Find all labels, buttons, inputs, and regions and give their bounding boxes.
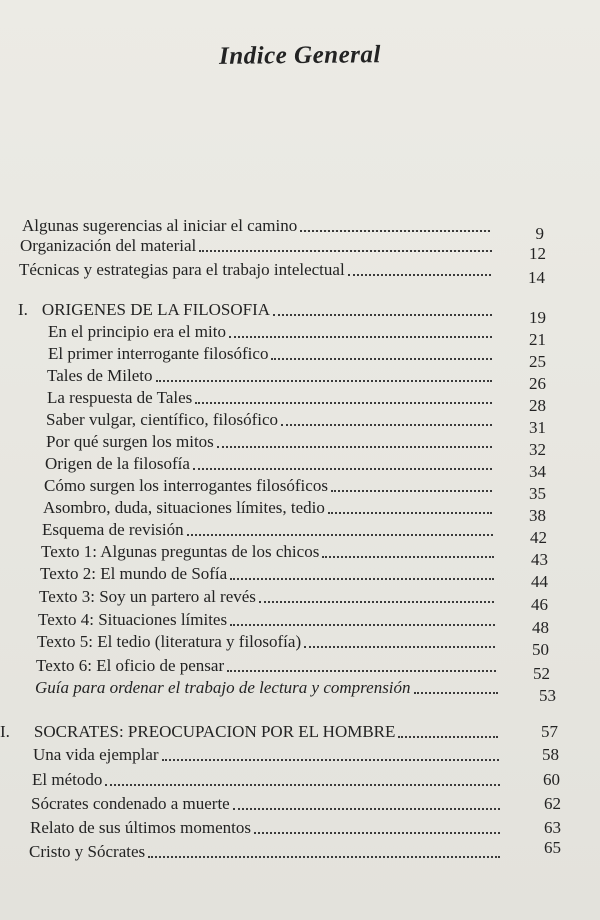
dot-leader (304, 646, 495, 648)
toc-entry-text: Texto 1: Algunas preguntas de los chicos (41, 542, 320, 561)
toc-entry (47, 388, 546, 415)
toc-page-number: 31 (529, 418, 546, 437)
dot-leader (322, 556, 494, 558)
toc-page-number: 60 (543, 770, 560, 789)
toc-entry (36, 656, 550, 683)
toc-entry-text: Guía para ordenar el trabajo de lectura y comprensión (35, 678, 411, 697)
dot-leader (227, 670, 496, 672)
toc-page-number: 25 (529, 352, 546, 371)
dot-leader (105, 784, 500, 786)
toc-entry (43, 498, 546, 525)
toc-page-number: 57 (541, 722, 558, 741)
toc-entry-text: Una vida ejemplar (33, 745, 159, 764)
toc-entry (45, 454, 546, 481)
dot-leader (273, 314, 492, 316)
toc-page-number: 28 (529, 396, 546, 415)
toc-entry (40, 564, 548, 591)
toc-entry (46, 432, 546, 459)
toc-entry-text: Texto 4: Situaciones límites (38, 610, 228, 629)
chapter-number: I. (18, 300, 28, 319)
dot-leader (300, 230, 490, 232)
toc-entry-text: Cómo surgen los interrogantes filosóficos (44, 476, 328, 495)
toc-page-number: 52 (533, 664, 550, 683)
dot-leader (199, 250, 492, 252)
toc-entry (31, 794, 561, 814)
dot-leader (331, 490, 492, 492)
dot-leader (217, 446, 492, 448)
toc-page-number: 62 (544, 794, 561, 813)
toc-page-number: 19 (529, 308, 546, 327)
dot-leader (156, 380, 492, 382)
toc-entry (35, 678, 556, 705)
toc-entry-text: Sócrates condenado a muerte (31, 794, 230, 813)
chapter-number: I. (0, 722, 10, 741)
toc-page-number: 35 (529, 484, 546, 503)
dot-leader (328, 512, 492, 514)
toc-page-number: 42 (530, 528, 547, 547)
toc-page-number: 48 (532, 618, 549, 637)
toc-entry (48, 322, 546, 349)
toc-entry (47, 366, 546, 393)
toc-entry-text: El método (32, 770, 103, 789)
toc-entry (20, 236, 546, 263)
dot-leader (254, 832, 500, 834)
toc-entry (38, 610, 549, 637)
toc-entry-text: Texto 3: Soy un partero al revés (39, 587, 256, 606)
toc-page-number: 32 (529, 440, 546, 459)
dot-leader (414, 692, 498, 694)
toc-page-number: 26 (529, 374, 546, 393)
toc-entry-text: Por qué surgen los mitos (46, 432, 214, 451)
toc-page-number: 14 (528, 268, 545, 287)
toc-entry-text: Asombro, duda, situaciones límites, tedio (43, 498, 325, 517)
toc-entry (39, 587, 548, 614)
toc-page-number: 38 (529, 506, 546, 525)
toc-entry-text: Algunas sugerencias al iniciar el camino (22, 216, 298, 235)
dot-leader (230, 624, 495, 626)
toc-entry-text: En el principio era el mito (48, 322, 226, 341)
toc-page-number: 43 (531, 550, 548, 569)
page-title: Indice General (218, 41, 382, 70)
dot-leader (195, 402, 492, 404)
toc-entry-text: La respuesta de Tales (47, 388, 193, 407)
dot-leader (271, 358, 492, 360)
toc-entry-text: Técnicas y estrategias para el trabajo intelectual (19, 260, 345, 279)
dot-leader (259, 601, 494, 603)
toc-entry-text: Texto 5: El tedio (literatura y filosofía) (37, 632, 302, 651)
dot-leader (230, 578, 494, 580)
toc-page-number: 53 (539, 686, 556, 705)
dot-leader (187, 534, 493, 536)
toc-entry (37, 632, 549, 659)
toc-page-number: 63 (544, 818, 561, 837)
toc-page-number: 12 (529, 244, 546, 263)
dot-leader (233, 808, 500, 810)
chapter-title: SOCRATES: PREOCUPACION POR EL HOMBRE (33, 722, 396, 741)
toc-entry (30, 818, 561, 838)
toc-entry-text: Saber vulgar, científico, filosófico (46, 410, 279, 429)
toc-entry (22, 216, 544, 243)
toc-entry-text: Esquema de revisión (42, 520, 184, 539)
toc-entry (19, 260, 545, 287)
toc-entry (48, 344, 546, 371)
toc-entry (32, 770, 560, 790)
chapter-title: ORIGENES DE LA FILOSOFIA (41, 300, 271, 319)
dot-leader (281, 424, 492, 426)
toc-page-number: 34 (529, 462, 546, 481)
dot-leader (162, 759, 499, 761)
dot-leader (348, 274, 491, 276)
toc-entry-text: Tales de Mileto (47, 366, 153, 385)
toc-entry-text: Cristo y Sócrates (29, 842, 146, 861)
toc-entry (44, 476, 546, 503)
dot-leader (229, 336, 492, 338)
dot-leader (398, 736, 498, 738)
toc-entry-text: Relato de sus últimos momentos (30, 818, 251, 837)
toc-entry (41, 542, 548, 569)
toc-entry-text: Organización del material (20, 236, 197, 255)
toc-page-number: 44 (531, 572, 548, 591)
toc-entry (46, 410, 546, 437)
dot-leader (148, 856, 500, 858)
toc-entry (33, 745, 559, 765)
toc-entry (42, 520, 547, 547)
toc-page-number: 46 (531, 595, 548, 614)
dot-leader (193, 468, 492, 470)
toc-entry-text: Origen de la filosofía (45, 454, 190, 473)
toc-page-number: 9 (535, 224, 544, 243)
toc-entry (29, 838, 561, 862)
toc-page-number: 58 (542, 745, 559, 764)
toc-page-number: 65 (544, 838, 561, 857)
toc-entry-text: El primer interrogante filosófico (48, 344, 269, 363)
toc-page-number: 21 (529, 330, 546, 349)
chapter-heading (0, 722, 558, 742)
toc-entry-text: Texto 2: El mundo de Sofía (40, 564, 228, 583)
chapter-heading (18, 300, 546, 327)
toc-entry-text: Texto 6: El oficio de pensar (36, 656, 225, 675)
toc-page-number: 50 (532, 640, 549, 659)
